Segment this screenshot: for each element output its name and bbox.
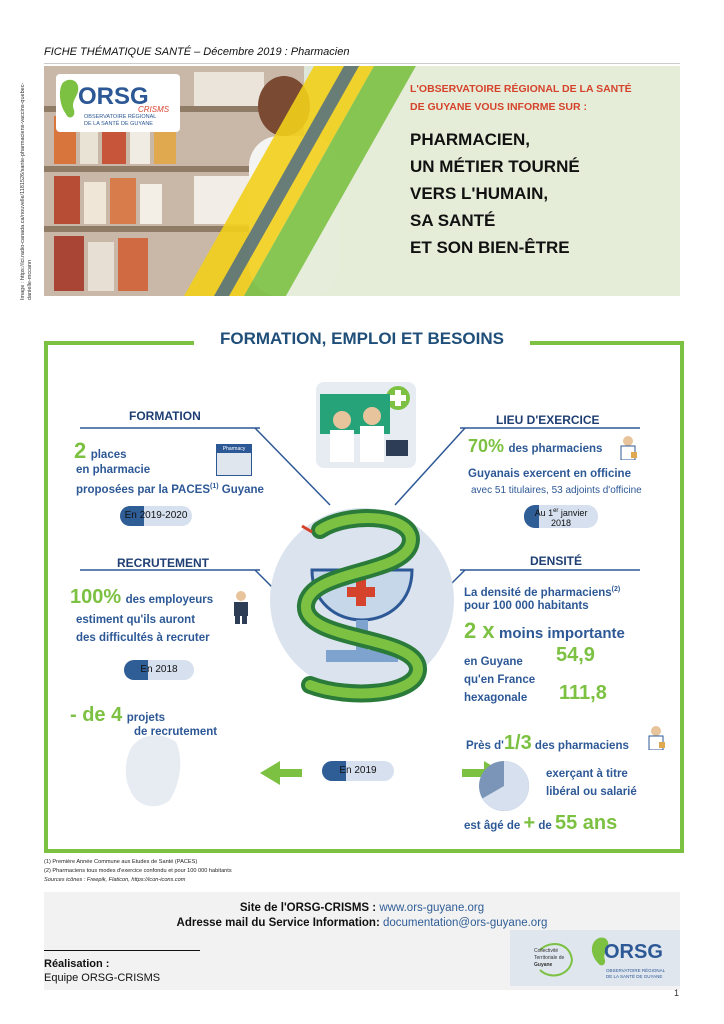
banner-title-line: UN MÉTIER TOURNÉ	[410, 157, 580, 176]
lieu-heading: LIEU D'EXERCICE	[496, 413, 600, 427]
fraction-value: 1/3	[503, 732, 532, 754]
header-divider	[44, 63, 680, 64]
section-frame-top-right	[530, 341, 680, 345]
formation-line2: en pharmacie	[76, 464, 151, 476]
france-value: 111,8	[559, 682, 607, 704]
lieu-percent: 70%	[468, 436, 505, 456]
banner-title-line: PHARMACIEN,	[410, 130, 530, 149]
ratio-number: 2 x	[464, 618, 495, 643]
footnote-1: (1) Première Année Commune aux Etudes de Santé (PACES)	[44, 859, 198, 865]
guyane-line2: qu'en France	[464, 674, 536, 686]
recrutement-line1: des employeurs	[125, 594, 214, 606]
mail-link[interactable]: documentation@ors-guyane.org	[382, 917, 548, 929]
footnotes	[44, 858, 232, 885]
ctg-logo-text-1: Collectivité	[534, 948, 559, 954]
guyane-value: 54,9	[556, 644, 595, 666]
lieu-block	[468, 436, 602, 457]
ctg-logo-text-3: Guyane	[534, 962, 553, 968]
footnote-2: (2) Pharmaciens tous modes d'exercice confondu et pour 100 000 habitants	[44, 868, 232, 874]
recrutement-heading: RECRUTEMENT	[117, 556, 209, 570]
mail-label: Adresse mail du Service Information:	[176, 917, 383, 929]
realisation-name: Equipe ORSG-CRISMS	[44, 972, 161, 984]
pharmacist-icon	[618, 434, 638, 460]
pharmacy-store-icon: Pharmacy	[216, 444, 252, 476]
lieu-date-pill: Au 1er janvier 2018	[524, 505, 598, 528]
section-frame-top-left	[44, 341, 194, 345]
recrutement-line2: estiment qu'ils auront	[76, 614, 196, 626]
recrutement-date-pill: En 2018	[124, 660, 194, 680]
signature-rule	[44, 950, 200, 951]
densite-ratio	[464, 618, 625, 644]
employer-icon	[232, 590, 250, 624]
guyane-line1: en Guyane	[464, 656, 523, 668]
formation-block	[74, 438, 127, 464]
footer-contact	[44, 901, 680, 931]
ratio-text: moins importante	[499, 625, 625, 642]
logo-caption-2: DE LA SANTÉ DE GUYANE	[84, 121, 153, 127]
formation-date-pill: En 2019-2020	[120, 506, 192, 526]
logo-caption-1: OBSERVATOIRE RÉGIONAL	[84, 114, 157, 120]
densite-line2: pour 100 000 habitants	[464, 600, 589, 612]
logo-text: ORSG	[78, 83, 149, 110]
banner-text	[410, 80, 680, 261]
formation-line3: proposées par la PACES$^{(1)}$ Guyane	[76, 483, 264, 496]
banner-title-line: VERS L'HUMAIN,	[410, 184, 549, 203]
footer-logos	[510, 930, 680, 986]
page-header-title: FICHE THÉMATIQUE SANTÉ – Décembre 2019 : Pharmacien	[44, 46, 350, 58]
age-line: est âgé de + de 55 ans	[464, 812, 618, 834]
formation-heading: FORMATION	[129, 409, 201, 423]
projects-line2: de recrutement	[134, 726, 218, 738]
page-number: 1	[674, 988, 680, 998]
site-link[interactable]: www.ors-guyane.org	[379, 902, 485, 914]
formation-number: 2	[74, 438, 87, 463]
footnote-sources: Sources icônes : Freepik, Flaticon, https://icon-icons.com	[44, 877, 186, 883]
logo-suffix: CRISMS	[138, 105, 170, 114]
projects-number: - de 4	[70, 704, 123, 726]
image-credit: Image : https://ici.radio-canada.ca/nouvelle/1181526/sante-pharmaciens-vaccins-quebec-danielle-mccann	[20, 82, 33, 300]
recrutement-line3: des difficultés à recruter	[76, 632, 210, 644]
recrutement-block	[70, 586, 213, 609]
lieu-line1: des pharmaciens	[508, 443, 603, 455]
lieu-line3: avec 51 titulaires, 53 adjoints d'officine	[471, 485, 642, 496]
exercant-line1: exerçant à titre	[546, 768, 628, 780]
banner-title-line: ET SON BIEN-ÊTRE	[410, 238, 570, 257]
banner-title-line: SA SANTÉ	[410, 211, 496, 230]
banner-subtitle-1: L'OBSERVATOIRE RÉGIONAL DE LA SANTÉ	[410, 83, 632, 95]
realisation	[44, 957, 160, 985]
france-line: hexagonale	[464, 692, 528, 704]
orsg-logo	[56, 74, 180, 132]
footer-logo-text: ORSG	[604, 941, 663, 963]
formation-line1: places	[90, 449, 127, 461]
lieu-line2: Guyanais exercent en officine	[468, 468, 631, 480]
footer-logo-caption-1: OBSERVATOIRE RÉGIONAL	[606, 968, 666, 973]
year-2019-pill: En 2019	[322, 761, 394, 781]
densite-line1: La densité de pharmaciens$^{(2)}$	[464, 586, 621, 599]
pres-line: Près d'1/3 des pharmaciens	[466, 732, 629, 754]
ctg-logo-text-2: Territoriale de	[534, 955, 565, 961]
age-value: 55 ans	[554, 812, 618, 834]
recrutement-percent: 100%	[70, 586, 122, 608]
banner-title	[410, 126, 680, 261]
site-label: Site de l'ORSG-CRISMS :	[239, 902, 380, 914]
one-third-pie-chart	[478, 760, 530, 812]
densite-heading: DENSITÉ	[530, 554, 583, 568]
section-title: FORMATION, EMPLOI ET BESOINS	[220, 329, 504, 348]
exercant-line2: libéral ou salarié	[546, 786, 637, 798]
footer-logo-caption-2: DE LA SANTÉ DE GUYANE	[606, 974, 663, 979]
pharmacist-icon-2	[646, 724, 666, 750]
projects-line1: projets	[126, 712, 166, 724]
realisation-label: Réalisation :	[44, 958, 110, 970]
banner-subtitle-2: DE GUYANE VOUS INFORME SUR :	[410, 101, 587, 113]
